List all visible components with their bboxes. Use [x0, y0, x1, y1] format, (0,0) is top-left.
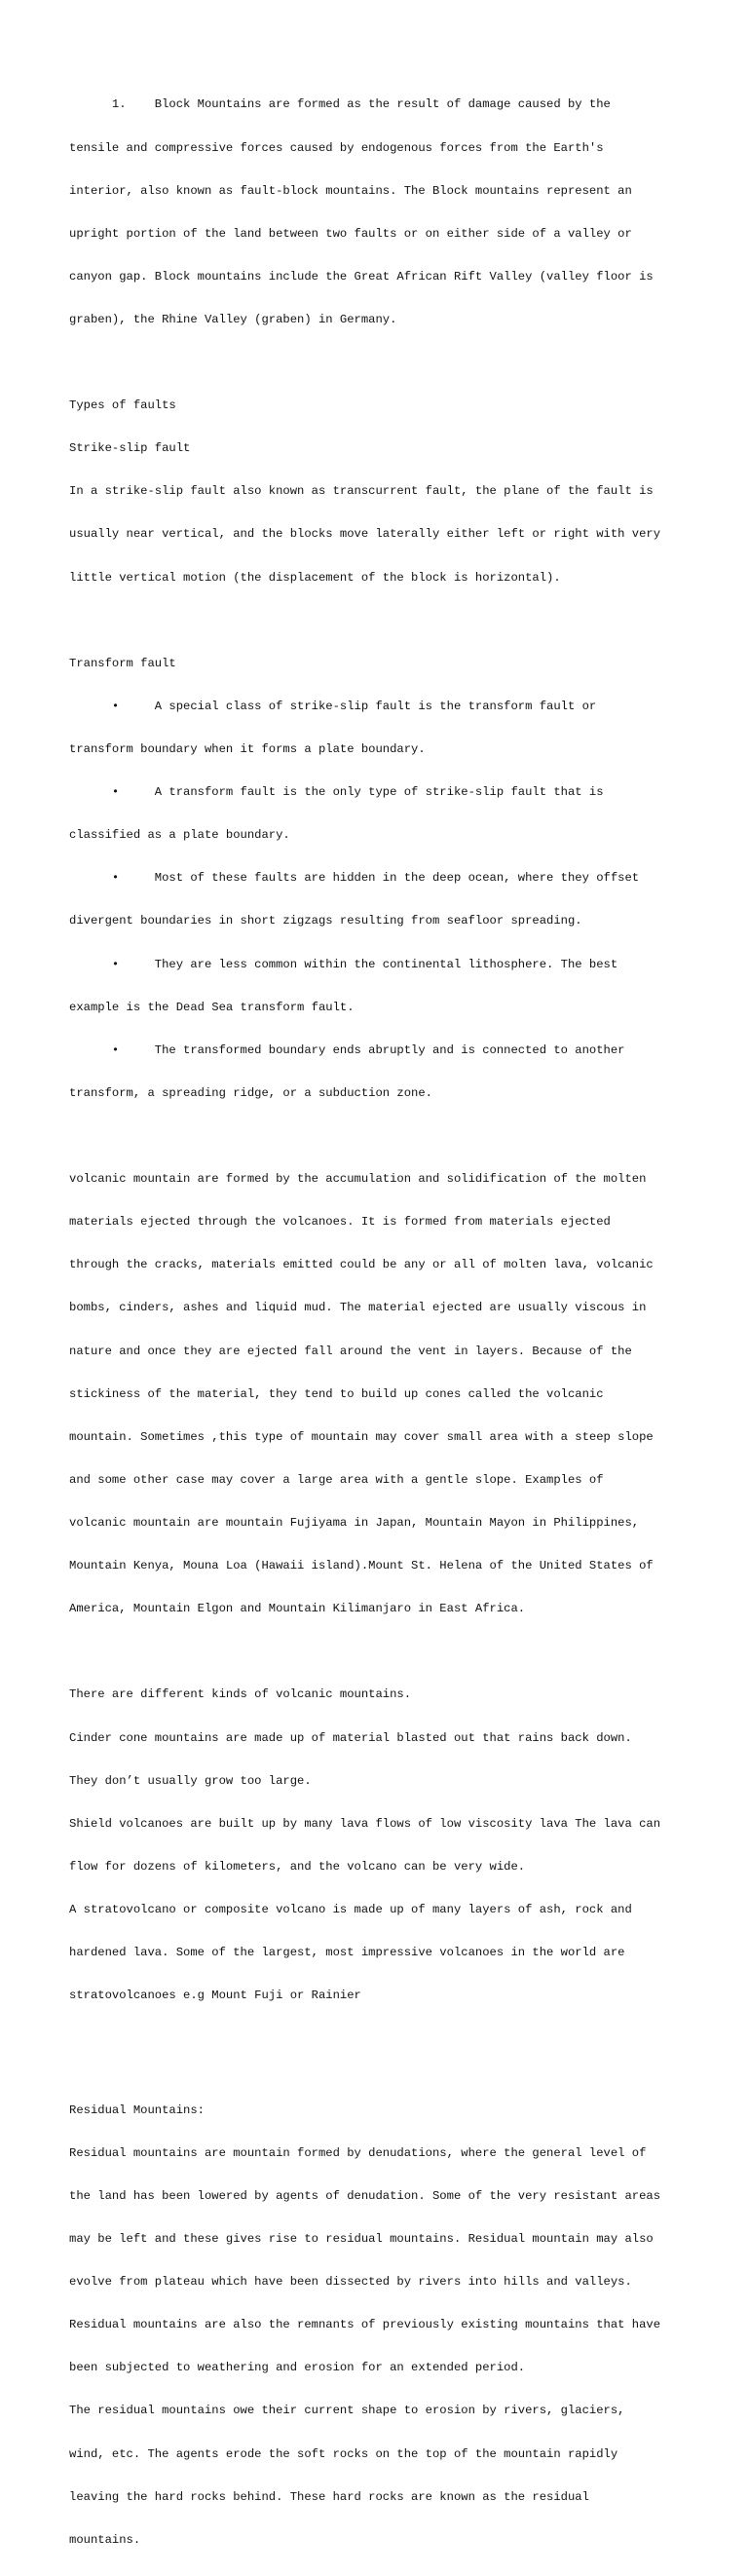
text-line: There are different kinds of volcanic mountains.	[69, 1687, 412, 1702]
text-line: leaving the hard rocks behind. These hard rocks are known as the residual	[69, 2489, 589, 2504]
bullet-item: • The transformed boundary ends abruptly and is connected to another	[69, 1042, 625, 1057]
text-line: little vertical motion (the displacement of the block is horizontal).	[69, 570, 561, 585]
text-line: The residual mountains owe their current shape to erosion by rivers, glaciers,	[69, 2404, 625, 2418]
text-line: Residual mountains are mountain formed by denudations, where the general level of	[69, 2145, 647, 2160]
text-line: stickiness of the material, they tend to build up cones called the volcanic	[69, 1386, 604, 1401]
spacer	[69, 1129, 690, 1144]
text-line: may be left and these gives rise to residual mountains. Residual mountain may also	[69, 2232, 654, 2246]
text-line: upright portion of the land between two faults or on either side of a valley or	[69, 226, 632, 241]
residual-mountains-section	[69, 2074, 690, 2576]
text-line: volcanic mountain are mountain Fujiyama in Japan, Mountain Mayon in Philippines,	[69, 1515, 640, 1530]
section-heading: Types of faults	[69, 398, 176, 413]
text-line: Cinder cone mountains are made up of material blasted out that rains back down.	[69, 1730, 632, 1745]
text-line: nature and once they are ejected fall around the vent in layers. Because of the	[69, 1344, 632, 1358]
volcano-kinds-paragraph	[69, 1659, 690, 2031]
block-mountains-paragraph	[69, 69, 690, 356]
text-line: Shield volcanoes are built up by many lava flows of low viscosity lava The lava can	[69, 1816, 661, 1831]
text-line: classified as a plate boundary.	[69, 828, 290, 843]
text-line: mountain. Sometimes ,this type of mountain may cover small area with a steep slope	[69, 1429, 654, 1444]
text-line: stratovolcanoes e.g Mount Fuji or Rainier	[69, 1989, 361, 2003]
spacer	[69, 614, 690, 628]
text-line: flow for dozens of kilometers, and the volcano can be very wide.	[69, 1859, 526, 1874]
volcanic-mountain-paragraph	[69, 1144, 690, 1646]
text-line: materials ejected through the volcanoes. It is formed from materials ejected	[69, 1215, 611, 1230]
text-line: canyon gap. Block mountains include the Great African Rift Valley (valley floor is	[69, 269, 654, 284]
text-line: evolve from plateau which have been dissected by rivers into hills and valleys.	[69, 2275, 632, 2290]
bullet-item: • They are less common within the continental lithosphere. The best	[69, 957, 618, 971]
text-line: interior, also known as fault-block mountains. The Block mountains represent an	[69, 183, 632, 198]
text-line: transform, a spreading ridge, or a subduction zone.	[69, 1085, 432, 1100]
text-line: Mountain Kenya, Mouna Loa (Hawaii island).Mount St. Helena of the United States of	[69, 1559, 654, 1573]
text-line: volcanic mountain are formed by the accumulation and solidification of the molten	[69, 1172, 647, 1187]
text-line: graben), the Rhine Valley (graben) in Germany.	[69, 312, 397, 326]
text-line: divergent boundaries in short zigzags resulting from seafloor spreading.	[69, 914, 582, 928]
text-line: been subjected to weathering and erosion for an extended period.	[69, 2361, 526, 2375]
text-line: through the cracks, materials emitted could be any or all of molten lava, volcanic	[69, 1258, 654, 1272]
text-line: the land has been lowered by agents of denudation. Some of the very resistant areas	[69, 2188, 661, 2203]
bullet-item: • A special class of strike-slip fault is the transform fault or	[69, 699, 597, 713]
subsection-heading: Strike-slip fault	[69, 441, 191, 456]
bullet-item: • Most of these faults are hidden in the deep ocean, where they offset	[69, 871, 640, 886]
text-line: Residual mountains are also the remnants of previously existing mountains that have	[69, 2318, 661, 2332]
text-line: example is the Dead Sea transform fault.	[69, 1000, 355, 1014]
text-line: hardened lava. Some of the largest, most impressive volcanoes in the world are	[69, 1946, 625, 1960]
spacer	[69, 2031, 690, 2074]
spacer	[69, 356, 690, 370]
bullet-item: • A transform fault is the only type of strike-slip fault that is	[69, 785, 604, 800]
text-line: tensile and compressive forces caused by endogenous forces from the Earth's	[69, 140, 604, 155]
text-line: America, Mountain Elgon and Mountain Kilimanjaro in East Africa.	[69, 1602, 526, 1616]
section-heading: Transform fault	[69, 656, 176, 670]
text-line: wind, etc. The agents erode the soft rocks on the top of the mountain rapidly	[69, 2446, 618, 2461]
text-line: A stratovolcano or composite volcano is made up of many layers of ash, rock and	[69, 1902, 632, 1916]
text-line: In a strike-slip fault also known as transcurrent fault, the plane of the fault is	[69, 484, 654, 499]
text-line: They don’t usually grow too large.	[69, 1773, 312, 1788]
text-line: bombs, cinders, ashes and liquid mud. The material ejected are usually viscous in	[69, 1301, 647, 1315]
section-heading: Residual Mountains:	[69, 2102, 205, 2117]
types-of-faults-section	[69, 370, 690, 614]
text-line: transform boundary when it forms a plate boundary.	[69, 742, 426, 757]
text-line: and some other case may cover a large area with a gentle slope. Examples of	[69, 1472, 604, 1487]
spacer	[69, 1645, 690, 1659]
text-line: usually near vertical, and the blocks move laterally either left or right with very	[69, 527, 661, 542]
text-line: 1. Block Mountains are formed as the result of damage caused by the	[69, 97, 611, 112]
transform-fault-section	[69, 627, 690, 1129]
text-line: mountains.	[69, 2532, 141, 2547]
